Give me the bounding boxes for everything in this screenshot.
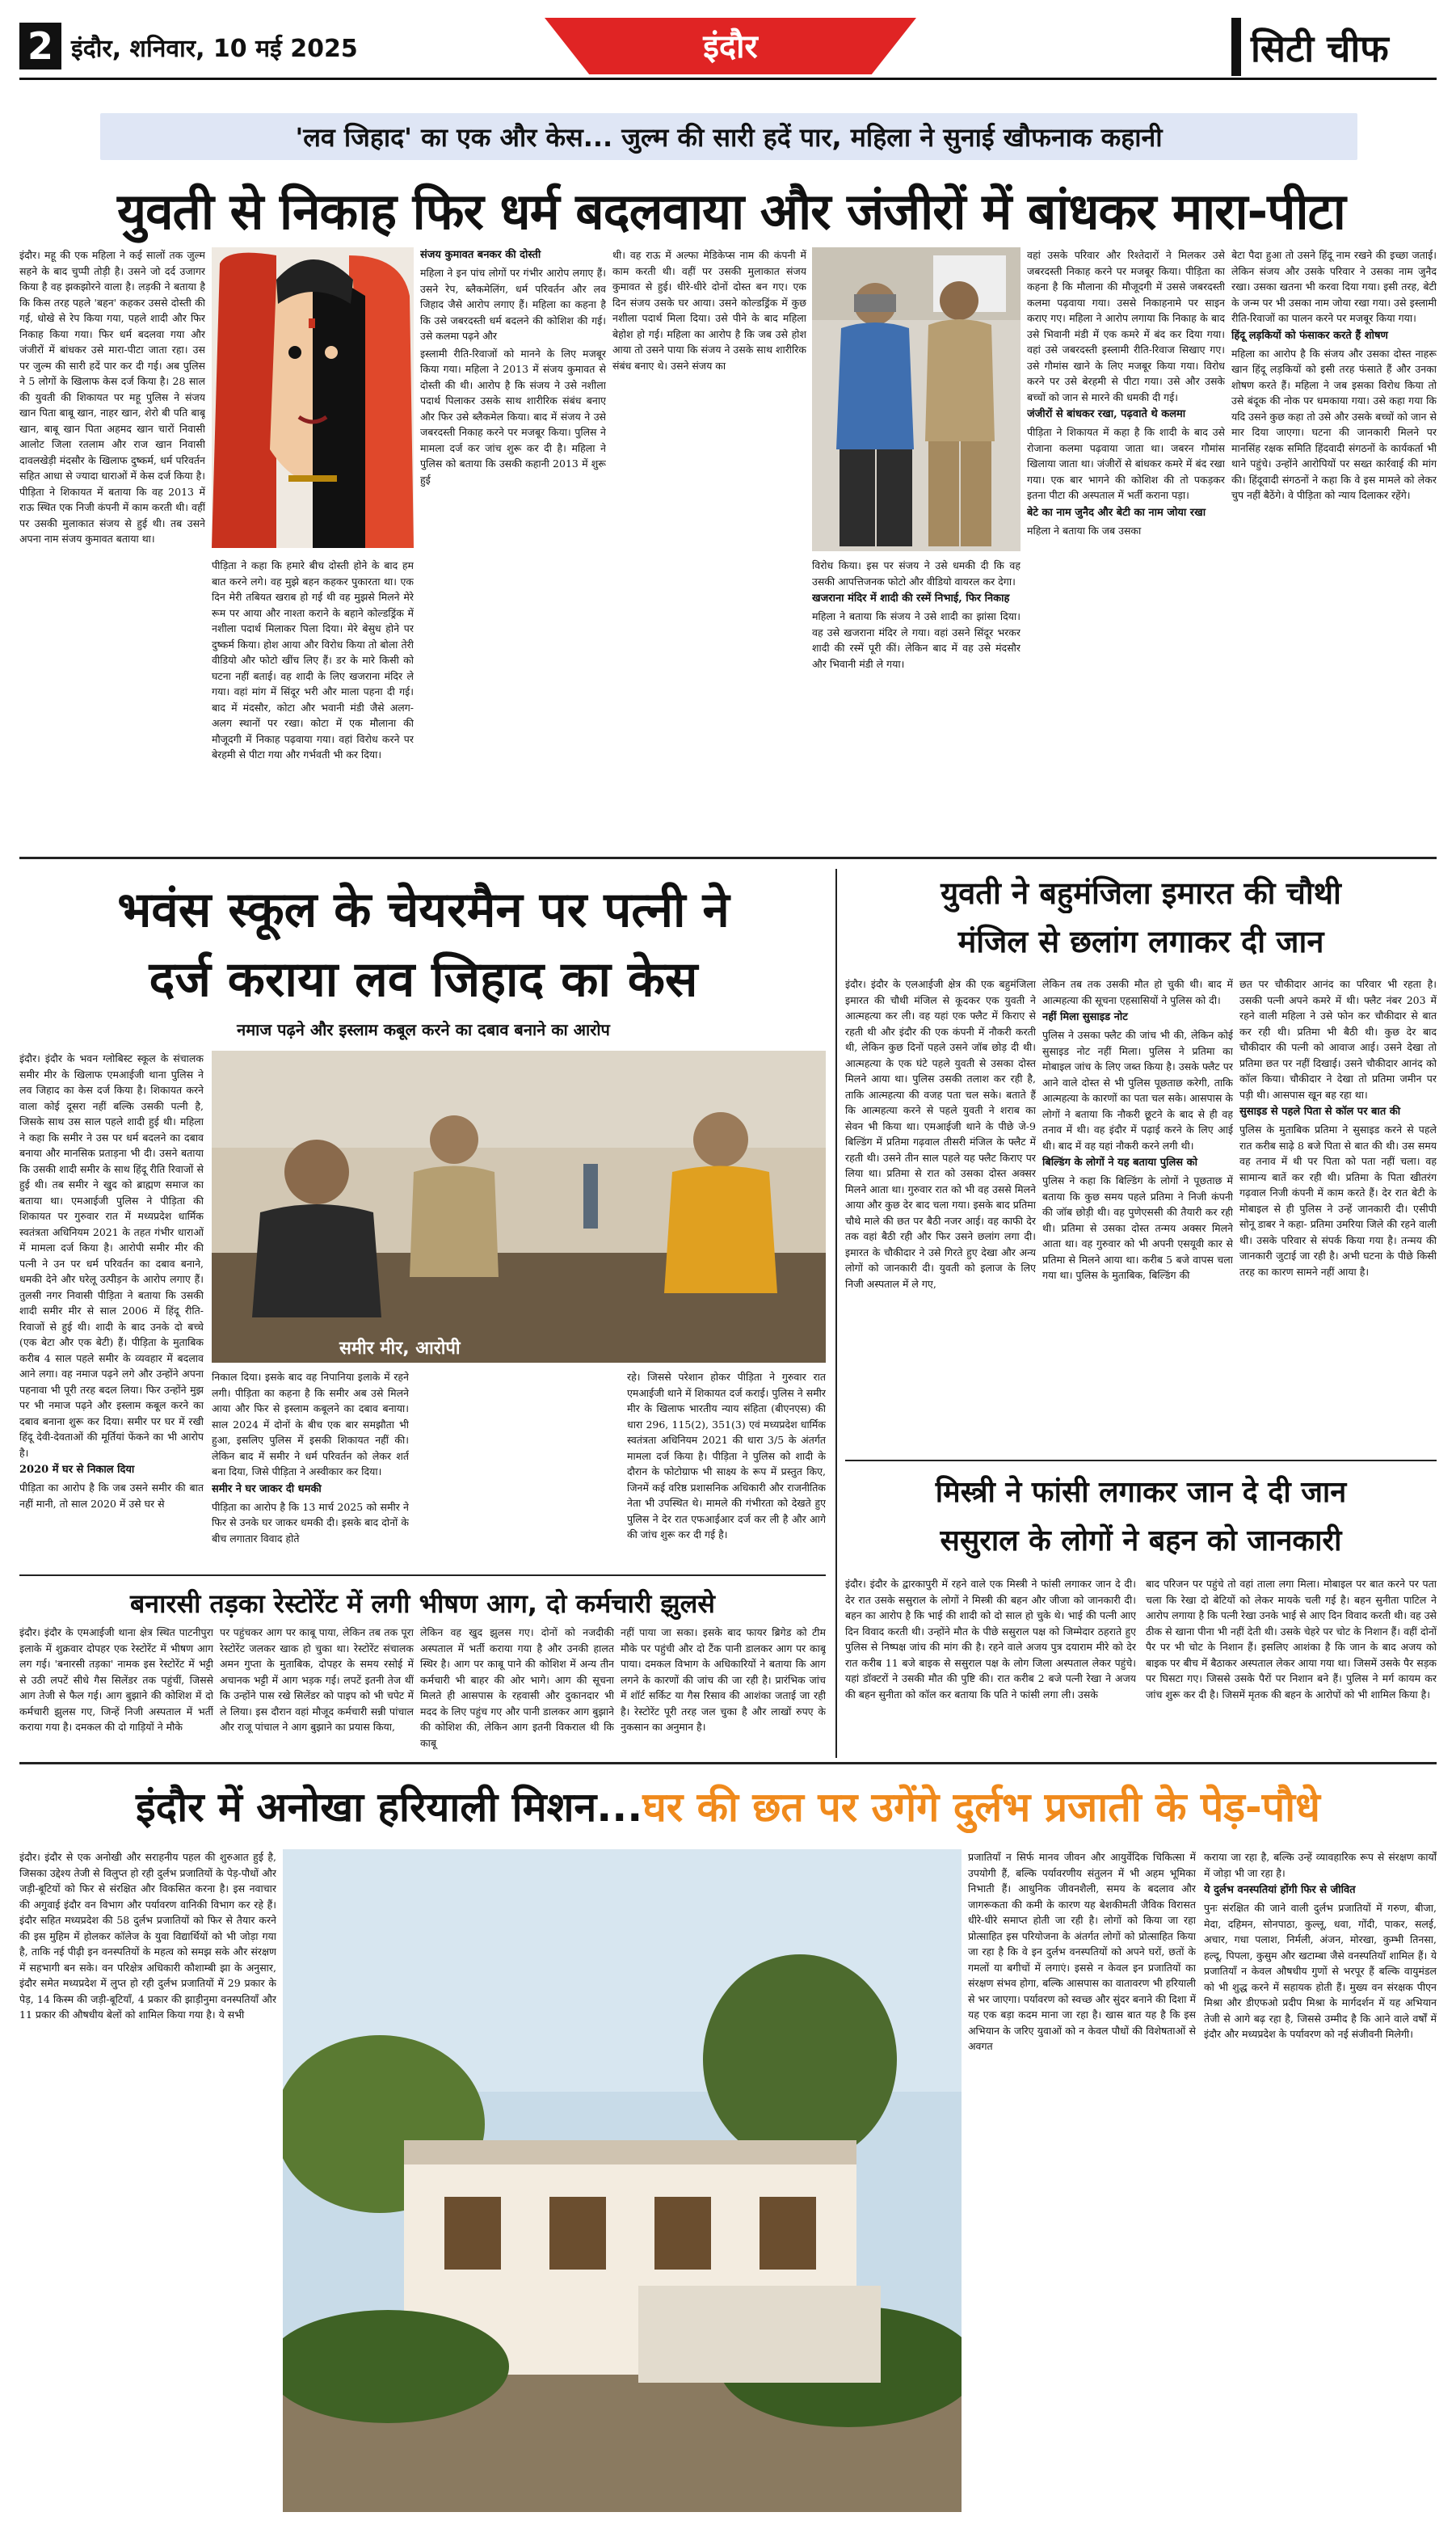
masthead-rule: [19, 78, 1437, 80]
story3-col2c-text: पुलिस ने कहा कि बिल्डिंग के लोगों ने पूछताछ में बताया कि कुछ समय पहले प्रतिमा ने निजी कंपनी की जॉब छोड़ी थी। वह पुणेएससी की तैयारी कर रही थी। प्रतिमा से उसका दोस्त तन्मय अक्सर मिलने आता था। वह गुरुवार को भी अपनी एसयूवी कार से प्रतिमा से मिलने आया था। करीब 5 बजे वापस चला गया था। पुलिस के मुताबिक, बिल्डिंग की: [1042, 1174, 1233, 1281]
story2-col1b-text: पीड़िता का आरोप है कि जब उसने समीर की बात नहीं मानी, तो साल 2020 में उसे घर से: [19, 1482, 204, 1510]
story1-sub-exploit: हिंदू लड़कियों को फंसाकर करते हैं शोषण: [1231, 329, 1388, 342]
story4-column-4: [621, 1625, 826, 1752]
story3-sub-building: बिल्डिंग के लोगों ने यह बताया पुलिस को: [1042, 1157, 1197, 1169]
story4-col1-text: इंदौर। इंदौर के एमआईजी थाना क्षेत्र स्थित पाटनीपुरा इलाके में शुक्रवार दोपहर एक रेस्टोरेंट में भीषण आग लग गई। 'बनारसी तड़का' नामक इस रेस्टोरेंट में भट्टी से उठी लपटें सीधे गैस सिलेंडर तक पहुंचीं, जिससे आग तेजी से फैल गई। आग बुझाने की कोशिश में दो कर्मचारी झुलस गए, जिन्हें निजी अस्पताल में भर्ती कराया गया है। दमकल की दो गाड़ियों ने मौके: [19, 1626, 213, 1733]
story6-column-2: [968, 1849, 1196, 2517]
story1-column-2: [212, 558, 414, 845]
story3-col2b-text: पुलिस ने उसका फ्लैट की जांच भी की, लेकिन कोई सुसाइड नोट नहीं मिला। पुलिस ने प्रतिमा का मोबाइल जांच के लिए जब्त किया है। उसके फ्लैट पर आने वाले दोस्त से भी पुलिस पूछताछ करेगी, ताकि आत्महत्या के कारणों का पता चल सके। आसपास के लोगों ने बताया कि नौकरी छूटने के बाद से ही वह तनाव में थी। वह इंदौर में पढ़ाई करने के लिए आई थी। बाद में वह यहां नौकरी करने लगी थी।: [1042, 1029, 1233, 1152]
story4-headline: बनारसी तड़का रेस्टोरेंट में लगी भीषण आग, दो कर्मचारी झुलसे: [130, 1588, 715, 1619]
brand-bar: [1231, 18, 1241, 76]
story6-headline: [19, 1778, 1437, 1833]
story1-col1-text: इंदौर। महू की एक महिला ने कई सालों तक जुल्म सहने के बाद चुप्पी तोड़ी है। उसने जो दर्द उजागर किया है वह झकझोरने वाला है। लड़की ने बताया है कि किस तरह पहले 'बहन' कहकर उससे दोस्ती की गई, धोखे से रेप किया गया, पहले शादी और फिर निकाह किया गया। फिर धर्म बदलवा गया और जंजीरों में बांधकर उसे मारा-पीटा जाता रहा। उस पर जुल्म की सारी हदें पार कर दी गई। अब पुलिस ने 5 लोगों के खिलाफ केस दर्ज किया है। 28 साल की युवती की शिकायत पर महू पुलिस ने संजय खान पिता बाबू खान, नाहर खान, शेरो बी पति बाबू खान, बाबू खान पिता अहमद खान चारों निवासी आलोट जिला रतलाम और राज खान निवासी दावलखेड़ी मंदसौर के खिलाफ दुष्कर्म, धर्म परिवर्तन सहित आधा से ज्यादा धाराओं में केस दर्ज किया है। पीड़िता ने शिकायत में बताया कि वह 2013 में राऊ स्थित एक निजी कंपनी में काम करती थी। वहीं पर उसकी मुलाकात संजय से हुई थी। तब उसने अपना नाम संजय कुमावत बताया था।: [19, 249, 205, 545]
story3-col3-text: छत पर चौकीदार आनंद का परिवार भी रहता है। उसकी पत्नी अपने कमरे में थी। फ्लैट नंबर 203 में रहने वाली महिला ने उसे फोन कर चौकीदार से बात कर रही थी। प्रतिमा भी बैठी थी। कुछ देर बाद चौकीदार की पत्नी को आवाज आई। उसने देखा तो प्रतिमा छत पर नहीं दिखाई। उसने चौकीदार आनंद को कॉल किया। चौकीदार ने देखा तो प्रतिमा जमीन पर पड़ी थी। आसपास खून बह रहा था।: [1239, 978, 1437, 1101]
story1-col6c-text: महिला ने बताया कि जब उसका: [1027, 524, 1142, 537]
story1-column-1: [19, 247, 205, 845]
story2-column-2: [212, 1369, 409, 1568]
divider-story6: [19, 1762, 1437, 1764]
story1-col5b-text: महिला ने बताया कि संजय ने उसे शादी का झांसा दिया। वह उसे खजराना मंदिर ले गया। वहां उसने सिंदूर भरकर शादी की रस्में पूरी कीं। लेकिन बाद में वह उसे मंदसौर और भिवानी मंडी ले गया।: [812, 610, 1020, 670]
police-photo-drawing: [812, 247, 1020, 551]
love-jihad-illustration: [212, 247, 414, 548]
dateline: इंदौर, शनिवार, 10 मई 2025: [71, 35, 358, 63]
masthead: [19, 18, 1437, 81]
woman-face-illustration: [212, 247, 414, 548]
story2-deck: नमाज पढ़ने और इस्लाम कबूल करने का दबाव बनाने का आरोप: [237, 1020, 610, 1039]
green-building-drawing: [283, 1849, 962, 2512]
accused-with-police-photo: [812, 247, 1020, 551]
story4-col2-text: पर पहुंचकर आग पर काबू पाया, लेकिन तब तक पूरा रेस्टोरेंट जलकर खाक हो चुका था। रेस्टोरेंट संचालक अमन गुप्ता के मुताबिक, दोपहर के समय रसोई में अचानक भट्टी में आग भड़क गई। लपटें इतनी तेज थीं कि उन्होंने पास रखे सिलेंडर को पाइप को भी चपेट में ले लिया। इस दौरान वहां मौजूद कर्मचारी सन्नी पांचाल और राजू पांचाल ने आग बुझाने का प्रयास किया,: [220, 1626, 414, 1733]
story1-col7-text: बेटा पैदा हुआ तो उसने हिंदू नाम रखने की इच्छा जताई। लेकिन संजय और उसके परिवार ने उसका नाम जुनैद रखा। उसका खतना भी करवा दिया गया। इसी तरह, बेटी के जन्म पर भी उसका नाम जोया रखा गया। उसे इस्लामी रीति-रिवाजों का पालन करने पर मजबूर किया गया।: [1231, 249, 1437, 324]
story1-col2b-text: महिला ने इन पांच लोगों पर गंभीर आरोप लगाए हैं। उसने रेप, ब्लैकमेलिंग, धर्म परिवर्तन और लव जिहाद जैसे आरोप लगाए हैं। महिला का कहना है कि उसे जबरदस्ती धर्म बदलने की कोशिश की गई। उसे कलमा पढ़ने और: [420, 267, 606, 342]
story2-column-3: [415, 1369, 621, 1568]
story6-sub-rare: ये दुर्लभ वनस्पतियां होंगी फिर से जीवित: [1204, 1884, 1356, 1896]
story3-sub-father: सुसाइड से पहले पिता से कॉल पर बात की: [1239, 1106, 1401, 1118]
divider-story3: [845, 1460, 1437, 1461]
story6-col3-text: कराया जा रहा है, बल्कि उन्हें व्यावहारिक रूप से संरक्षण कार्यों में जोड़ा भी जा रहा है।: [1204, 1851, 1437, 1879]
vertical-divider-mid: [835, 869, 837, 1758]
story4-column-1: [19, 1625, 213, 1752]
story6-column-3: [1204, 1849, 1437, 2517]
story1-sub-chains: जंजीरों से बांधकर रखा, पढ़वाते थे कलमा: [1027, 408, 1186, 420]
story1-headline: युवती से निकाह फिर धर्म बदलवाया और जंजीरों में बांधकर मारा-पीटा: [117, 182, 1345, 241]
story5-headline-line1: मिस्त्री ने फांसी लगाकर जान दे दी जान: [935, 1476, 1347, 1509]
story1-col7b-text: महिला का आरोप है कि संजय और उसका दोस्त नाहरू खान हिंदू लड़कियों को इसी तरह फंसाते हैं और उनका शोषण करते हैं। महिला ने जब इसका विरोध किया तो उसे बंदूक की नोक पर धमकाया गया। उसे कहा गया कि यदि उसने कुछ कहा तो उसे और उसके बच्चों को जान से मार दिया जाएगा। घटना की जानकारी मिलने पर मानसिंह रक्षक समिति हिंदवादी संगठनों के कार्यकर्ता भी थाने पहुंचे। उन्होंने आरोपियों पर सख्त कार्रवाई की मांग की। हिंदूवादी संगठनों ने कहा कि वे इस मामले को लेकर चुप नहीं बैठेंगे। वे पीड़िता को न्याय दिलाकर रहेंगे।: [1231, 347, 1437, 501]
story1-col6-text: वहां उसके परिवार और रिश्तेदारों ने मिलकर उसे जबरदस्ती निकाह करने पर मजबूर किया। पीड़िता का कहना है कि मौलाना की मौजूदगी में उससे जबरदस्ती कलमा पढ़वाया गया। उससे निकाहनामे पर साइन कराए गए। महिला ने आरोप लगाया कि निकाह के बाद उसे भिवानी मंडी में एक कमरे में बंद कर दिया गया। वहां उसे जबरदस्ती इस्लामी रीति-रिवाज सिखाए गए। उसे गौमांस खाने के लिए मजबूर किया गया। विरोध करने पर उसे बेरहमी से पीटा गया। उसे और उसके बच्चों को जान से मारने की धमकी दी गई।: [1027, 249, 1225, 403]
story2-col2-text: निकाल दिया। इसके बाद वह निपानिया इलाके में रहने लगी। पीड़िता का कहना है कि समीर अब उसे मिलने आया और फिर से इस्लाम कबूलने का दबाव बनाया। साल 2024 में दोनों के बीच एक बार समझौता भी हुआ, इसलिए पुलिस में इसकी शिकायत नहीं की। लेकिन बाद में समीर ने धर्म परिवर्तन को लेकर शर्त बना दिया, जिसे पीड़िता ने अस्वीकार कर दिया।: [212, 1371, 409, 1477]
story1-sub-sanjay: संजय कुमावत बनकर की दोस्ती: [420, 249, 541, 261]
story3-col3b-text: पुलिस के मुताबिक प्रतिमा ने सुसाइड करने से पहले रात करीब साढ़े 8 बजे पिता से बात की थी। उस समय वह तनाव में थी पर पिता को पता नहीं चला। वह सामान्य बातें कर रही थी। प्रतिमा के पिता खीतरंग गढ़वाल निजी कंपनी में काम करते हैं। देर रात बेटी के मोबाइल से ही पुलिस ने उन्हें जानकारी दी। एसीपी सोनू डाबर ने कहा- प्रतिमा उमरिया जिले की रहने वाली थी। उसके परिवार से संपर्क किया गया है। तन्मय की जानकारी जुटाई जा रही है। अभी घटना के पीछे किसी तरह का कारण सामने नहीं आया है।: [1239, 1123, 1437, 1278]
story5-column-2: [1146, 1576, 1437, 1752]
story2-col2b-text: पीड़िता का आरोप है कि 13 मार्च 2025 को समीर ने फिर से उनके घर जाकर धमकी दी। इसके बाद दोनों के बीच लगातार विवाद होते: [212, 1500, 409, 1545]
story2-headline-line2: दर्ज कराया लव जिहाद का केस: [149, 951, 698, 1008]
story1-column-2-top: [420, 247, 606, 845]
story6-col3b-text: पुनः संरक्षित की जाने वाली दुर्लभ प्रजातियों में गरुण, बीजा, मेदा, दहिमन, सोनपाठा, कुल्लू, धवा, गोंदी, पाकर, सलई, अचार, गधा पलाश, निर्मली, अंजन, मोरखा, कुम्भी तिनसा, हल्दू, पिपला, कुसुम और खटाम्बा जैसे वनस्पतियाँ शामिल हैं। ये प्रजातियाँ न केवल औषधीय गुणों से भरपूर हैं बल्कि वायुमंडल को भी शुद्ध करने में सहायक होती हैं। मुख्य वन संरक्षक पीएन मिश्रा और डीएफओ प्रदीप मिश्रा के मार्गदर्शन में यह अभियान तेजी से आगे बढ़ रहा है, जिससे उम्मीद है कि आने वाले वर्षों में इंदौर और मध्यप्रदेश के पर्यावरण को नई संजीवनी मिलेगी।: [1204, 1902, 1437, 2040]
story1-column-6: [1027, 247, 1225, 845]
story1-column-7: [1231, 247, 1437, 845]
story1-kicker: 'लव जिहाद' का एक और केस... जुल्म की सारी हदें पार, महिला ने सुनाई खौफनाक कहानी: [295, 122, 1163, 153]
green-building-photo: [283, 1849, 962, 2512]
story1-sub-names: बेटे का नाम जुनैद और बेटी का नाम जोया रखा: [1027, 506, 1206, 519]
story5-headline-line2: ससुराल के लोगों ने बहन को जानकारी: [940, 1524, 1342, 1557]
story3-col1-text: इंदौर। इंदौर के एलआईजी क्षेत्र की एक बहुमंजिला इमारत की चौथी मंजिल से कूदकर एक युवती ने आत्महत्या कर ली। वह यहां एक फ्लैट में किराए से रहती थी और इंदौर की एक कंपनी में नौकरी करती थी, लेकिन कुछ दिनों पहले उसने जॉब छोड़ दी थी। आत्महत्या के एक घंटे पहले युवती से उसका दोस्त मिलने आया था। पुलिस उसकी तलाश कर रही है, ताकि आत्महत्या की वजह पता चल सके। बताते हैं कि आत्महत्या करने से पहले युवती ने शराब का सेवन भी किया था। एमआईजी थाने के पीछे जे-9 बिल्डिंग में प्रतिमा गढ़वाल तीसरी मंजिल के फ्लैट में रहती थी। उसने तीन साल पहले यह फ्लैट किराए पर लिया था। प्रतिमा से रात को उसका दोस्त अक्सर मिलने आता था। गुरुवार रात को भी वह उससे मिलने आया और कुछ देर बाद चला गया। इसके बाद प्रतिमा चौथे माले की छत पर बैठी नजर आई। वह काफी देर तक वहां बैठी रही और फिर उसने छलांग लगा दी। इमारत के चौकीदार ने उसे गिरते हुए देखा और अन्य लोगों को जानकारी दी। युवती को इलाज के लिए निजी अस्पताल में ले गए,: [845, 978, 1036, 1290]
story3-column-3: [1239, 976, 1437, 1453]
story6-col1-text: इंदौर। इंदौर से एक अनोखी और सराहनीय पहल की शुरुआत हुई है, जिसका उद्देश्य तेजी से विलुप्त हो रही दुर्लभ प्रजातियों के पेड़-पौधों और जड़ी-बूटियों को फिर से संरक्षित और विकसित करना है। इस नवाचार की अगुवाई इंदौर वन विभाग और पर्यावरण वानिकी विभाग कर रहे हैं। इंदौर सहित मध्यप्रदेश की 58 दुर्लभ प्रजातियों को फिर से तैयार करने की इस मुहिम में होलकर कॉलेज के युवा विद्यार्थियों को भी जोड़ा गया है, ताकि नई पीढ़ी इन वनस्पतियों के महत्व को समझ सके और संरक्षण में सहभागी बन सके। वन परिक्षेत्र अधिकारी कौशाम्बी झा के अनुसार, इंदौर समेत मध्यप्रदेश में लुप्त हो रही दुर्लभ प्रजातियों में 29 प्रकार के पेड़, 14 किस्म की जड़ी-बूटियाँ, 4 प्रकार की झाड़ीनुमा वनस्पतियाँ और 11 प्रकार की औषधीय बेलों को शामिल किया गया है। ये सभी: [19, 1851, 276, 2021]
story1-sub-khajrana: खजराना मंदिर में शादी की रस्में निभाई, फिर निकाह: [812, 592, 1010, 605]
story1-col5-text: विरोध किया। इस पर संजय ने उसे धमकी दी कि वह उसकी आपत्तिजनक फोटो और वीडियो वायरल कर देगा।: [812, 559, 1020, 588]
story2-sub-threat: समीर ने घर जाकर दी धमकी: [212, 1482, 322, 1495]
story1-column-4: [612, 247, 806, 845]
photo-caption-accused: समीर मीर, आरोपी: [339, 1338, 461, 1359]
story2-column-1: [19, 1051, 204, 1568]
story2-headline-line1: भवंस स्कूल के चेयरमैन पर पत्नी ने: [117, 882, 730, 938]
story4-col3-text: लेकिन वह खुद झुलस गए। दोनों को नजदीकी अस्पताल में भर्ती कराया गया है और उनकी हालत स्थिर है। आग पर काबू पाने की कोशिश में अन्य तीन कर्मचारी भी बाहर की ओर भागे। आग की सूचना मिलते ही आसपास के रहवासी और दुकानदार भी मदद के लिए पहुंच गए और पानी डालकर आग बुझाने की कोशिश की, लेकिन आग इतनी विकराल थी कि काबू: [420, 1626, 614, 1749]
story3-headline-line1: युवती ने बहुमंजिला इमारत की चौथी: [941, 875, 1341, 911]
story1-col4-text: थी। वह राऊ में अल्फा मेडिकेप्स नाम की कंपनी में काम करती थी। वहीं पर उसकी मुलाकात संजय कुमावत से हुई। धीरे-धीरे दोनों दोस्त बन गए। एक दिन संजय उसके घर आया। उसने कोल्डड्रिंक में कुछ नशीला पदार्थ मिला दिया। उसे पीने के बाद महिला बेहोश हो गई। महिला का आरोप है कि जब उसे होश आया तो उसने पाया कि संजय ने उसके साथ शारीरिक संबंध बनाए थे। उसने संजय का: [612, 249, 806, 372]
story5-column-1: [845, 1576, 1136, 1752]
story1-col6b-text: पीड़िता ने शिकायत में कहा है कि शादी के बाद उसे रोजाना कलमा पढ़वाया जाता था। जबरन गौमांस खिलाया जाता था। जंजीरों से बांधकर कमरे में बंद रखा गया। एक बार भागने की कोशिश की तो पकड़कर इतना पीटा की अस्पताल में भर्ती कराना पड़ा।: [1027, 426, 1225, 501]
story5-col2-text: बाद परिजन पर पहुंचे तो वहां ताला लगा मिला। मोबाइल पर बात करने पर पता चला कि रेखा दो बेटियों को लेकर मायके चली गई है। बहन सुनीता पाटिल ने आरोप लगाया है कि पत्नी रेखा उनके भाई से आए दिन विवाद करती थी। वह उसे ठीक से खाना पीना भी नहीं देती थी। उसके चेहरे पर चोट के निशान हैं। वहीं दोनों पैर पर भी चोट के निशान हैं। इसलिए आशंका है कि जान के बाद अजय को बाइक पर बीच में बैठाकर अस्पताल लेकर आया गया था। जिसमें उसके पैर सड़क पर घिसटा गए। जिससे उसके पैरों पर निशान बने हैं। पुलिस ने मर्ग कायम कर जांच शुरू कर दी है। जिसमें मृतक की बहन के आरोपों को भी शामिल किया है।: [1146, 1578, 1437, 1701]
story4-column-3: [420, 1625, 614, 1752]
divider-story1: [19, 857, 1437, 859]
story6-col2-text: प्रजातियाँ न सिर्फ मानव जीवन और आयुर्वेदिक चिकित्सा में उपयोगी हैं, बल्कि पर्यावरणीय संतुलन में भी अहम भूमिका निभाती हैं। आधुनिक जीवनशैली, समय के बदलाव और जागरूकता की कमी के कारण यह बेशकीमती जैविक विरासत धीरे-धीरे समाप्त होती जा रही है। लोगों को किया जा रहा प्रोत्साहित इस परियोजना के अंतर्गत लोगों को प्रोत्साहित किया जा रहा है कि वे इन दुर्लभ वनस्पतियों को अपने घरों, छतों के गमलों या बगीचों में लगाएं। इससे न केवल इन प्रजातियों का संरक्षण संभव होगा, बल्कि आसपास का वातावरण भी हरियाली से भर जाएगा। पर्यावरण को स्वच्छ और सुंदर बनाने की दिशा में यह एक बड़ा कदम माना जा रहा है। खास बात यह है कि इस अभियान के जरिए युवाओं को न केवल पौधों की विशेषताओं से अवगत: [968, 1851, 1196, 2052]
story2-col3-text: रहे। जिससे परेशान होकर पीड़िता ने गुरुवार रात एमआईजी थाने में शिकायत दर्ज कराई। पुलिस ने समीर मीर के खिलाफ भारतीय न्याय संहिता (बीएनएस) की धारा 296, 115(2), 351(3) एवं मध्यप्रदेश धार्मिक स्वतंत्रता अधिनियम 2021 की धारा 3/5 के अंतर्गत मामला दर्ज किया है। पीड़िता ने पुलिस को शादी के दौरान के फोटोग्राफ भी साक्ष्य के रूप में प्रस्तुत किए, जिनमें कई वरिष्ठ प्रशासनिक अधिकारी और राजनीतिक नेता भी उपस्थित थे। मामले की गंभीरता को देखते हुए पुलिस ने देर रात एफआईआर दर्ज कर ली है और आगे की जांच शुरू कर दी गई है।: [627, 1371, 826, 1541]
divider-story2: [19, 1574, 826, 1576]
story3-headline-line2: मंजिल से छलांग लगाकर दी जान: [957, 924, 1324, 959]
police-station-photo: [212, 1051, 826, 1363]
story3-sub-no-note: नहीं मिला सुसाइड नोट: [1042, 1011, 1128, 1023]
story4-column-2: [220, 1625, 414, 1752]
story6-headline-black: इंदौर में अनोखा हरियाली मिशन...: [136, 1784, 643, 1831]
story1-col2-text: पीड़िता ने कहा कि हमारे बीच दोस्ती होने के बाद हम बात करने लगे। वह मुझे बहन कहकर पुकारता था। एक दिन मेरी तबियत खराब हो गई थी वह मुझसे मिलने मेरे रूम पर आया और नाश्ता कराने के बहाने कोल्डड्रिंक में नशीला पदार्थ मिलाकर पिला दिया। मेरे बेसुध होने पर दुष्कर्म किया। होश आया और विरोध किया तो बोला तेरी वीडियो और फोटो खींच लिए हैं। डर के मारे किसी को घटना नहीं बताई। वह शादी के लिए खजराना मंदिर ले गया। वहां मांग में सिंदूर भरी और माला पहना दी गई। बाद में मंदसौर, कोटा और भवानी मंडी जैसे अलग-अलग स्थानों पर रखा। कोटा में एक मौलाना की मौजूदगी में निकाह पढ़वाया गया। वहां विरोध करने पर बेरहमी से पीटा गया और गर्भवती भी कर दिया।: [212, 559, 414, 761]
story4-col4-text: नहीं पाया जा सका। इसके बाद फायर ब्रिगेड को टीम मौके पर पहुंची और दो टैंक पानी डालकर आग पर काबू पाया। दमकल विभाग के अधिकारियों ने बताया कि आग लगने के कारणों की जांच की जा रही है। प्रारंभिक जांच में शॉर्ट सर्किट या गैस रिसाव की आशंका जताई जा रही है। रेस्टोरेंट पूरी तरह जल चुका है और लाखों रुपए के नुकसान का अनुमान है।: [621, 1626, 826, 1733]
police-station-drawing: [212, 1051, 826, 1363]
story3-column-1: [845, 976, 1036, 1453]
story5-col1-text: इंदौर। इंदौर के द्वारकापुरी में रहने वाले एक मिस्त्री ने फांसी लगाकर जान दे दी। देर रात उसके ससुराल के लोगों ने मिस्त्री की बहन और जीजा को जानकारी दी। बहन का आरोप है कि भाई की शादी को दो साल हो चुके थे। भाई की पत्नी आए दिन विवाद करती थी। उन्होंने मौत के पीछे ससुराल पक्ष को जिम्मेदार ठहराते हुए पुलिस से निष्पक्ष जांच की मांग की है। रहने वाले अजय पुत्र दयाराम मीरे को देर रात करीब 11 बजे बाइक से ससुराल पक्ष के लोग जिला अस्पताल लेकर पहुंचे। यहां डॉक्टरों ने उसकी मौत की पुष्टि की। रात करीब 2 बजे पत्नी रेखा ने अजय की बहन सुनीता को कॉल कर बताया कि पति ने फांसी लगा ली। उसके: [845, 1578, 1136, 1701]
story2-column-4: [627, 1369, 826, 1568]
story1-column-5: [812, 558, 1020, 845]
story6-column-1: [19, 1849, 276, 2517]
story3-column-2: [1042, 976, 1233, 1453]
story2-sub-2020: 2020 में घर से निकाल दिया: [19, 1464, 135, 1476]
section-title: इंदौर: [703, 28, 758, 65]
story3-col2-text: लेकिन तब तक उसकी मौत हो चुकी थी। बाद में आत्महत्या की सूचना एहसासियों ने पुलिस को दी।: [1042, 978, 1233, 1006]
story2-col1-text: इंदौर। इंदौर के भवन ग्लोबिस्ट स्कूल के संचालक समीर मीर के खिलाफ एमआईजी थाना पुलिस ने लव जिहाद का केस दर्ज किया है। शिकायत करने वाला कोई दूसरा नहीं बल्कि उसकी पत्नी है, जिसके साथ उस साल पहले शादी हुई थी। महिला ने कहा कि समीर ने उस पर धर्म बदलने का दबाव बनाया और मानसिक प्रताड़ना भी दी। उसने बताया कि उसकी शादी समीर के साथ हिंदू रीति रिवाजों से हुई थी। तब समीर ने खुद को ब्राह्मण समाज का बताया था। एमआईजी पुलिस ने पीड़िता की शिकायत पर गुरुवार रात में मध्यप्रदेश धार्मिक स्वतंत्रता अधिनियम 2021 के तहत गंभीर धाराओं में मामला दर्ज किया है। आरोपी समीर मीर की पत्नी ने उन पर धर्म परिवर्तन का दबाव बनाने, धमकी देने और घरेलू उत्पीड़न के आरोप लगाए हैं। तुलसी नगर निवासी पीड़िता ने बताया कि उसकी शादी समीर मीर से साल 2006 में हिंदू रीति-रिवाजों से हुई थी। शादी के बाद उनके दो बच्चे (एक बेटा और एक बेटी) हैं। पीड़िता के मुताबिक करीब 4 साल पहले समीर के व्यवहार में बदलाव आने लगा। वह नमाज पढ़ने लगे और उन्होंने अपना पहनावा भी पूरी तरह बदल लिया। फिर उन्होंने मुझ पर भी नमाज पढ़ने और इस्लाम कबूल करने का दबाव बनाना शुरू कर दिया। समीर पर घर में रखी हिंदू देवी-देवताओं की मूर्तियां फेंकने का भी आरोप है।: [19, 1052, 204, 1459]
brand-name: सिटी चीफ: [1251, 27, 1389, 70]
page-number: 2: [27, 24, 53, 68]
story6-headline-accent: घर की छत पर उगेंगे दुर्लभ प्रजाती के पेड़-पौधे: [642, 1784, 1320, 1831]
story1-col3-text: इस्लामी रीति-रिवाजों को मानने के लिए मजबूर किया गया। महिला ने 2013 में संजय कुमावत से दोस्ती की थी। आरोप है कि संजय ने उसे नशीला पदार्थ पिलाकर उसके साथ शारीरिक संबंध बनाए और फिर उसे ब्लैकमेल किया। बाद में संजय ने उसे जबरदस्ती निकाह करने पर मजबूर किया। पुलिस ने मामला दर्ज कर जांच शुरू कर दी है। महिला ने पुलिस को बताया कि उसकी कहानी 2013 में शुरू हुई: [420, 347, 606, 486]
